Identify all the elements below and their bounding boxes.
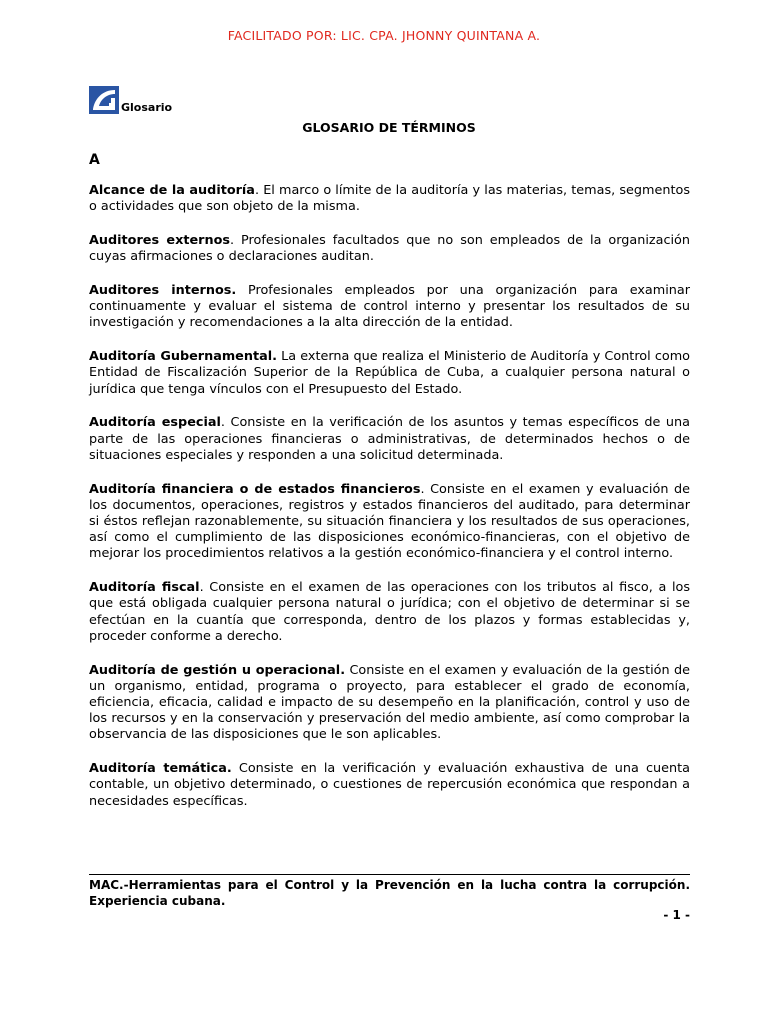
entry-term: Alcance de la auditoría (89, 183, 255, 198)
entry-definition: Consiste en el examen y evaluación de la gestión de un organismo, entidad, programa o proyecto, para establecer el grado de economía, eficiencia, eficacia, calidad e impacto de su desempeño en la planificación, control y uso de los recursos y en la conservación y preservación del medio ambiente, así como comprobar la observancia de las disposiciones que le son aplicables. (89, 662, 690, 743)
glossary-entry (89, 283, 690, 332)
glossary-entry (89, 663, 690, 744)
entry-term: Auditoría especial (89, 415, 221, 431)
logo-label: Glosario (121, 101, 173, 114)
page-number: - 1 - (663, 908, 690, 922)
entry-term: Auditoría financiera o de estados financieros (89, 481, 421, 497)
glossary-entry (89, 482, 690, 563)
entry-definition: La externa que realiza el Ministerio de Auditoría y Control como Entidad de Fiscalización Superior de la República de Cuba, a cualquier persona natural o jurídica que tenga vínculos con el Presupuesto del Estado. (89, 349, 690, 397)
footer-divider (89, 874, 690, 875)
entry-definition: . Consiste en el examen y evaluación de los documentos, operaciones, registros y estados financieros del auditado, para determinar si éstos reflejan razonablemente, su situación financiera y los resultados de sus operaciones, así como el cumplimiento de las disposiciones económico-financieras, con el objetivo de mejorar los procedimientos relativos a la gestión económico-financiera y el control interno. (89, 481, 690, 562)
entry-definition: . Consiste en la verificación de los asuntos y temas específicos de una parte de las operaciones financieras o administrativas, de determinados hechos o de situaciones especiales y responden a una solicitud determinada. (89, 415, 690, 463)
entry-term: Auditores externos (89, 233, 230, 248)
entry-definition: . Profesionales facultados que no son empleados de la organización cuyas afirmaciones o declaraciones auditan. (89, 233, 690, 265)
entry-term: Auditoría fiscal (89, 580, 200, 596)
entry-definition: Profesionales empleados por una organización para examinar continuamente y evaluar el sistema de control interno y presentar los resultados de su investigación y recomendaciones a la alta dirección de la entidad. (89, 283, 690, 331)
document-title: GLOSARIO DE TÉRMINOS (302, 120, 476, 135)
glossary-entry (89, 349, 690, 398)
entry-definition: . Consiste en el examen de las operaciones con los tributos al fisco, a los que está obligada cualquier persona natural o jurídica; con el objetivo de determinar si se efectúan en la cuantía que corresponda, dentro de los plazos y formas establecidas y, proceder conforme a derecho. (89, 580, 691, 644)
entry-term: Auditoría Gubernamental. (89, 349, 277, 365)
glossary-entry (89, 761, 690, 810)
section-letter: A (89, 152, 100, 168)
glossary-entry (89, 415, 690, 464)
glossary-entry (89, 233, 690, 265)
entry-term: Auditoría temática. (89, 761, 232, 777)
entry-definition: . El marco o límite de la auditoría y las materias, temas, segmentos o actividades que son objeto de la misma. (89, 183, 690, 215)
footer-text: MAC.-Herramientas para el Control y la Prevención en la lucha contra la corrupción. Experiencia cubana. (89, 878, 690, 908)
entry-term: Auditores internos. (89, 283, 237, 298)
glosario-logo (89, 86, 172, 114)
entry-term: Auditoría de gestión u operacional. (89, 662, 346, 678)
logo-icon (89, 86, 119, 114)
glossary-entry (89, 183, 690, 215)
header-credit: FACILITADO POR: LIC. CPA. JHONNY QUINTANA A. (227, 28, 541, 43)
entry-definition: Consiste en la verificación y evaluación exhaustiva de una cuenta contable, un objetivo determinado, o cuestiones de repercusión económica que respondan a necesidades específicas. (89, 761, 690, 809)
glossary-entry (89, 580, 690, 645)
glossary-entries (89, 183, 690, 827)
